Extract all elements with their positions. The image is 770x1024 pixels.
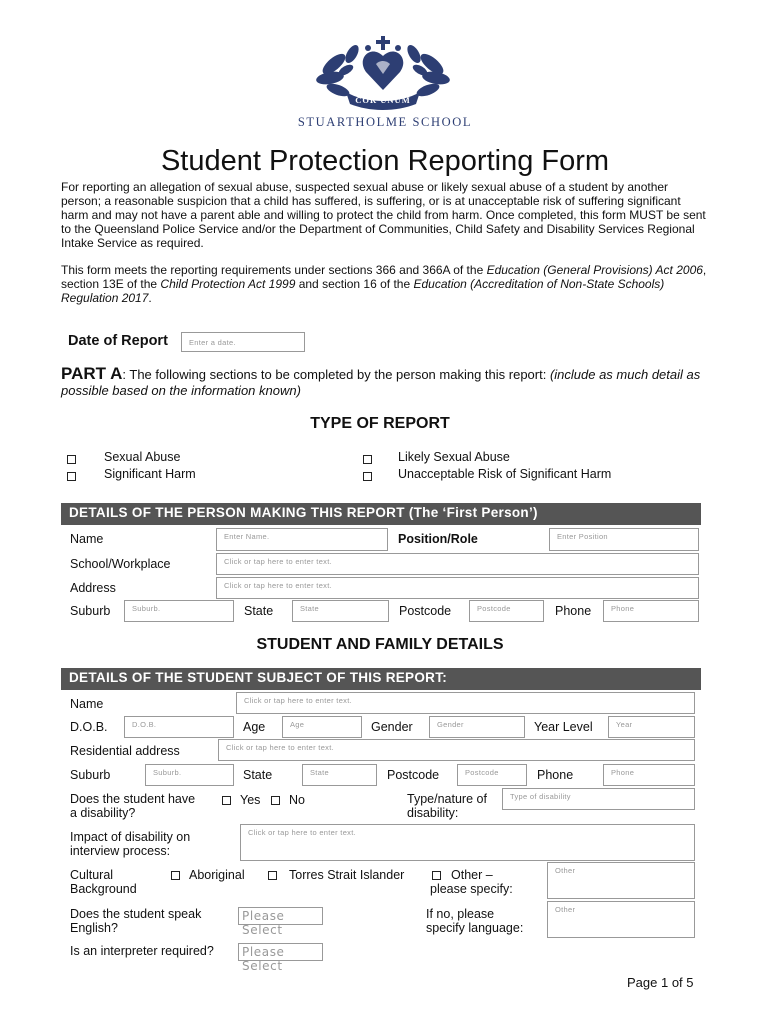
student-family-heading: STUDENT AND FAMILY DETAILS [256, 636, 504, 653]
st-phone-label: Phone [537, 768, 574, 782]
part-a-text [61, 366, 711, 399]
st-state-field[interactable]: State [302, 764, 377, 786]
part-a-desc: : The following sections to be completed by the person making this report: [122, 367, 550, 382]
fp-position-label: Position/Role [398, 532, 478, 546]
st-state-label: State [243, 768, 273, 782]
fp-school-label: School/Workplace [70, 557, 171, 571]
st-dob-label: D.O.B. [70, 720, 108, 734]
type-of-report-heading: TYPE OF REPORT [310, 415, 450, 432]
checkbox-aboriginal[interactable] [171, 871, 180, 880]
option-sexual-abuse: Sexual Abuse [104, 450, 181, 464]
st-year-field[interactable]: Year [608, 716, 695, 738]
checkbox-sexual-abuse[interactable] [67, 455, 76, 464]
fp-postcode-field[interactable]: Postcode [469, 600, 544, 622]
disability-q-line: a disability? [70, 806, 136, 820]
st-gender-label: Gender [371, 720, 413, 734]
english-select[interactable]: Please Select [238, 907, 323, 925]
fp-name-field[interactable]: Enter Name. [216, 528, 388, 551]
st-postcode-label: Postcode [387, 768, 440, 782]
date-of-report-label: Date of Report [68, 333, 168, 349]
cultural-label-line: Background [70, 882, 137, 896]
st-cultural-label [70, 868, 137, 896]
disability-no-label: No [289, 793, 305, 807]
interpreter-select[interactable]: Please Select [238, 943, 323, 961]
st-postcode-field[interactable]: Postcode [457, 764, 527, 786]
other-culture-label [430, 868, 513, 896]
type-label-line: disability: [407, 806, 459, 820]
st-english-label [70, 907, 201, 935]
disability-yes-label: Yes [240, 793, 261, 807]
fp-name-label: Name [70, 532, 104, 546]
school-name: STUARTHOLME SCHOOL [297, 115, 473, 129]
st-disability-question [70, 792, 195, 820]
fp-position-field[interactable]: Enter Position [549, 528, 699, 551]
fp-postcode-label: Postcode [399, 604, 452, 618]
school-crest-logo [316, 34, 450, 112]
fp-address-label: Address [70, 581, 116, 595]
impact-label-line: Impact of disability on [70, 830, 191, 844]
st-disability-type-field[interactable]: Type of disability [502, 788, 695, 810]
page-title: Student Protection Reporting Form [160, 145, 610, 177]
st-interpreter-label: Is an interpreter required? [70, 944, 214, 958]
st-res-field[interactable]: Click or tap here to enter text. [218, 739, 695, 761]
leg-text: This form meets the reporting requirements under sections 366 and 366A of the [61, 263, 487, 277]
ifno-label-line: specify language: [426, 921, 524, 935]
checkbox-disability-no[interactable] [271, 796, 280, 805]
st-impact-label [70, 830, 190, 858]
checkbox-disability-yes[interactable] [222, 796, 231, 805]
st-ifno-label [426, 907, 523, 935]
checkbox-unacceptable-risk[interactable] [363, 472, 372, 481]
fp-state-field[interactable]: State [292, 600, 389, 622]
fp-address-field[interactable]: Click or tap here to enter text. [216, 577, 699, 599]
st-res-label: Residential address [70, 744, 180, 758]
motto-text: COR UNUM [355, 95, 411, 105]
impact-label-line: interview process: [70, 844, 171, 858]
st-disability-type-label [407, 792, 487, 820]
torres-strait-label: Torres Strait Islander [289, 868, 405, 882]
st-gender-field[interactable]: Gender [429, 716, 525, 738]
cultural-label-line: Cultural [70, 868, 114, 882]
st-name-field[interactable]: Click or tap here to enter text. [236, 692, 695, 714]
part-a-italic: (include as much detail as possible based on the information known) [61, 367, 701, 398]
option-likely-sexual-abuse: Likely Sexual Abuse [398, 450, 510, 464]
other-label-line: Other – [451, 868, 493, 882]
part-a-heading: PART A [61, 364, 123, 383]
st-name-label: Name [70, 697, 104, 711]
st-language-field[interactable]: Other [547, 901, 695, 938]
leg-text: . [148, 291, 152, 305]
st-year-label: Year Level [534, 720, 593, 734]
checkbox-likely-sexual-abuse[interactable] [363, 455, 372, 464]
page-number: Page 1 of 5 [627, 975, 694, 990]
st-age-label: Age [243, 720, 266, 734]
legislation-paragraph [61, 263, 709, 305]
leg-act: Education (General Provisions) Act 2006 [486, 263, 703, 277]
english-label-line: English? [70, 921, 118, 935]
fp-suburb-field[interactable]: Suburb. [124, 600, 234, 622]
option-significant-harm: Significant Harm [104, 467, 196, 481]
other-label-line: please specify: [430, 882, 513, 896]
intro-paragraph: For reporting an allegation of sexual abuse, suspected sexual abuse or likely sexual abuse of a student by another person; a reasonable suspicion that a child has suffered, is suffering, or is at unacceptable risk of suffering significant harm and may not have a parent able and willing to protect the child from harm. Once completed, this form MUST be sent to the Queensland Police Service and/or the Department of Communities, Child Safety and Disability Services Regional Intake Service as required. [61, 180, 706, 250]
date-of-report-field[interactable]: Enter a date. [181, 332, 305, 352]
option-unacceptable-risk: Unacceptable Risk of Significant Harm [398, 467, 612, 481]
st-age-field[interactable]: Age [282, 716, 362, 738]
checkbox-significant-harm[interactable] [67, 472, 76, 481]
fp-phone-field[interactable]: Phone [603, 600, 699, 622]
checkbox-torres-strait[interactable] [268, 871, 277, 880]
fp-phone-label: Phone [555, 604, 592, 618]
type-label-line: Type/nature of [407, 792, 487, 806]
fp-school-field[interactable]: Click or tap here to enter text. [216, 553, 699, 575]
st-dob-field[interactable]: D.O.B. [124, 716, 234, 738]
first-person-section-bar: DETAILS OF THE PERSON MAKING THIS REPORT (The ‘First Person’) [61, 503, 701, 525]
st-other-culture-field[interactable]: Other [547, 862, 695, 899]
disability-q-line: Does the student have [70, 792, 196, 806]
leg-text: , section 13E of the [61, 263, 707, 291]
leg-text: and section 16 of the [295, 277, 414, 291]
fp-state-label: State [244, 604, 274, 618]
st-suburb-label: Suburb [70, 768, 111, 782]
english-label-line: Does the student speak [70, 907, 202, 921]
fp-suburb-label: Suburb [70, 604, 111, 618]
leg-act: Child Protection Act 1999 [160, 277, 296, 291]
aboriginal-label: Aboriginal [189, 868, 245, 882]
leg-act: Education (Accreditation of Non-State Schools) Regulation 2017 [61, 277, 665, 305]
student-section-bar: DETAILS OF THE STUDENT SUBJECT OF THIS REPORT: [61, 668, 701, 690]
st-phone-field[interactable]: Phone [603, 764, 695, 786]
ifno-label-line: If no, please [426, 907, 495, 921]
st-suburb-field[interactable]: Suburb. [145, 764, 234, 786]
st-impact-field[interactable]: Click or tap here to enter text. [240, 824, 695, 861]
